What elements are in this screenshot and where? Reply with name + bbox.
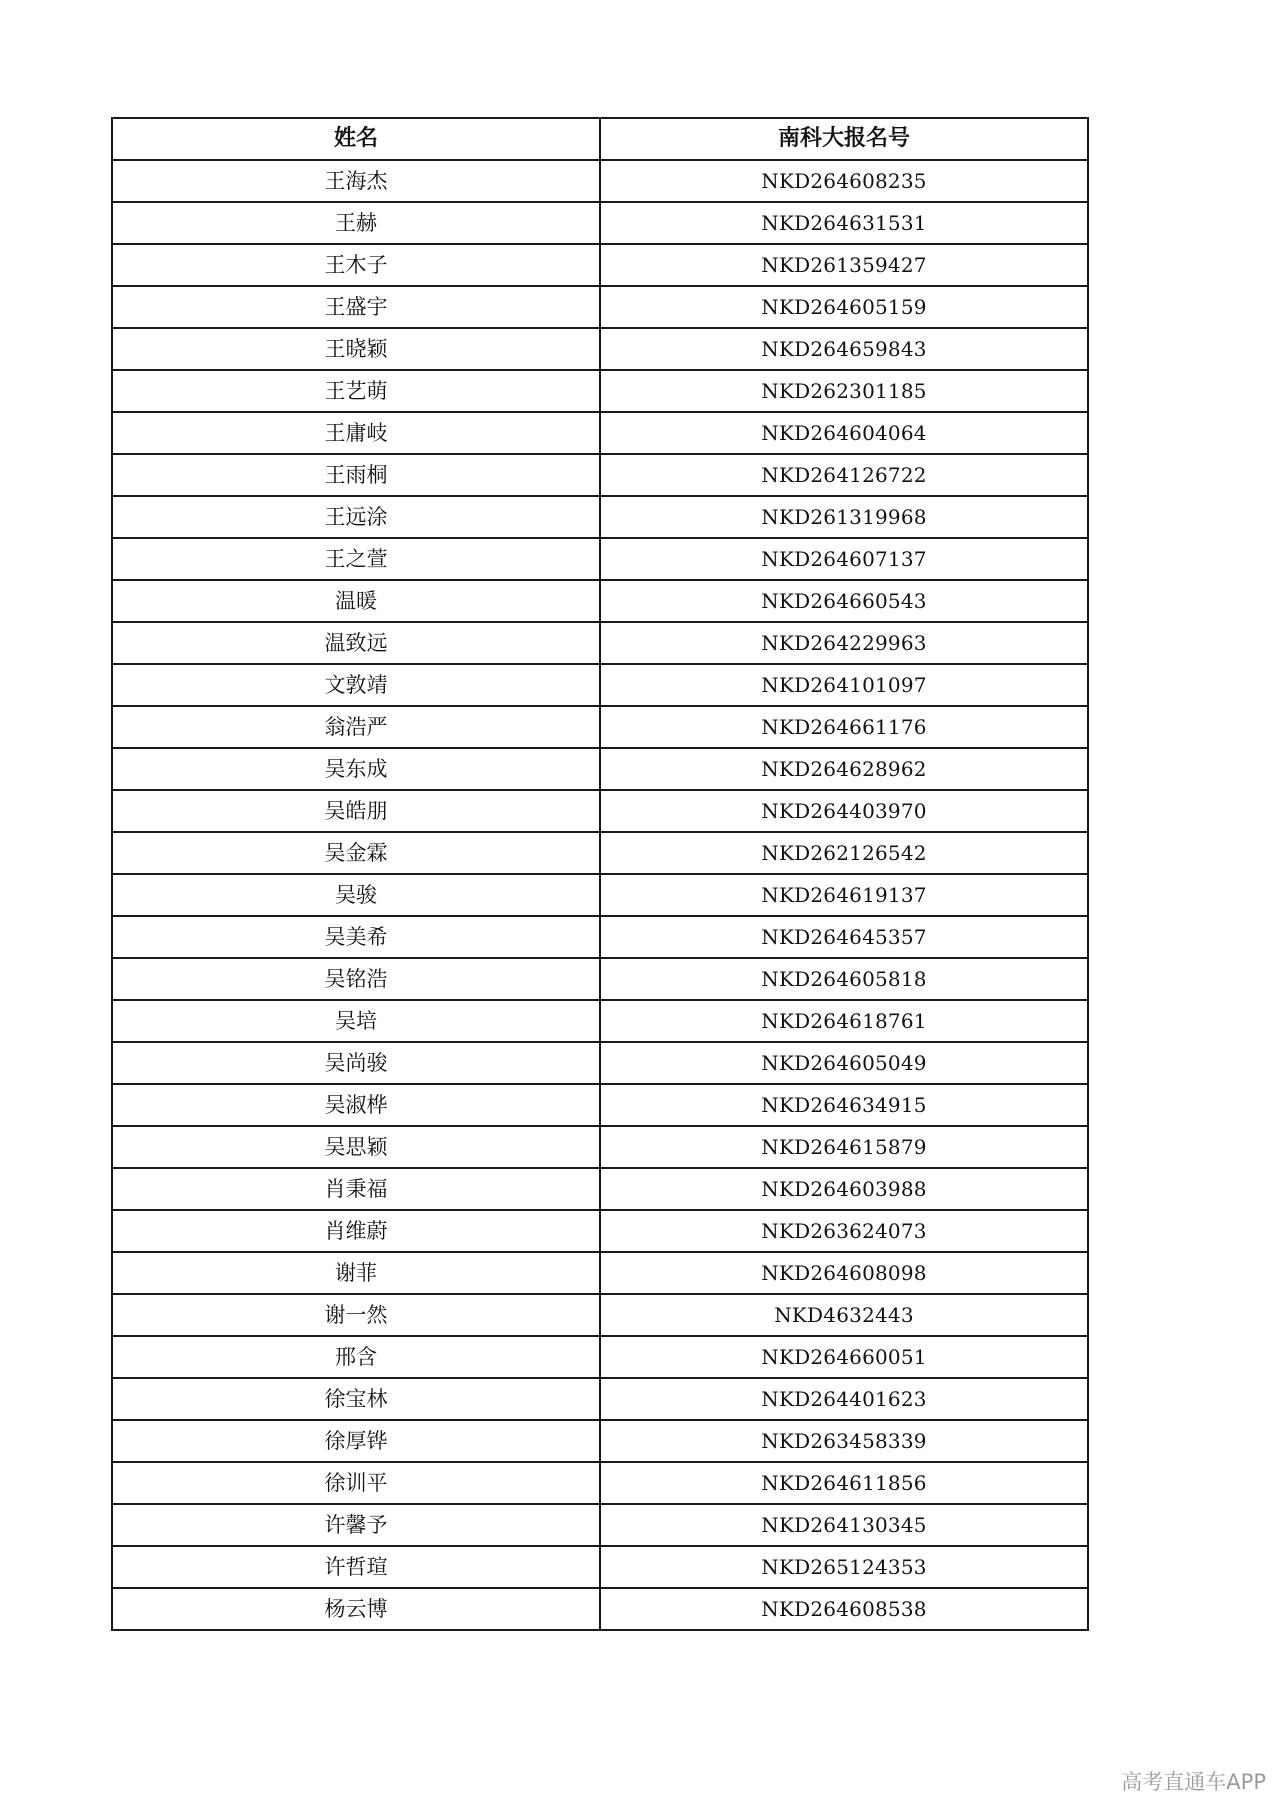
- name-cell: 王远涂: [112, 496, 600, 538]
- table-row: [112, 874, 1088, 916]
- name-cell: 吴培: [112, 1000, 600, 1042]
- name-cell: 文敦靖: [112, 664, 600, 706]
- name-cell: 吴尚骏: [112, 1042, 600, 1084]
- table-row: [112, 1504, 1088, 1546]
- table-row: [112, 1126, 1088, 1168]
- table-row: [112, 370, 1088, 412]
- table-row: [112, 454, 1088, 496]
- name-cell: 王之萱: [112, 538, 600, 580]
- table-row: [112, 328, 1088, 370]
- name-cell: 吴东成: [112, 748, 600, 790]
- table-row: [112, 664, 1088, 706]
- registration-number-cell: NKD264605159: [600, 286, 1088, 328]
- registration-number-cell: NKD262126542: [600, 832, 1088, 874]
- name-cell: 谢一然: [112, 1294, 600, 1336]
- name-cell: 温致远: [112, 622, 600, 664]
- registration-number-cell: NKD261319968: [600, 496, 1088, 538]
- table-row: [112, 622, 1088, 664]
- name-cell: 肖维蔚: [112, 1210, 600, 1252]
- registration-number-cell: NKD264659843: [600, 328, 1088, 370]
- registration-number-cell: NKD264604064: [600, 412, 1088, 454]
- name-cell: 吴金霖: [112, 832, 600, 874]
- name-cell: 许哲瑄: [112, 1546, 600, 1588]
- watermark-text: 高考直通车APP: [1121, 1770, 1266, 1794]
- registration-number-cell: NKD264229963: [600, 622, 1088, 664]
- table-row: [112, 958, 1088, 1000]
- registration-number-cell: NKD263458339: [600, 1420, 1088, 1462]
- registration-number-cell: NKD264615879: [600, 1126, 1088, 1168]
- registration-number-cell: NKD264607137: [600, 538, 1088, 580]
- registration-number-cell: NKD4632443: [600, 1294, 1088, 1336]
- name-cell: 邢含: [112, 1336, 600, 1378]
- name-cell: 王庸岐: [112, 412, 600, 454]
- table-row: [112, 1462, 1088, 1504]
- table-row: [112, 1000, 1088, 1042]
- name-cell: 吴美希: [112, 916, 600, 958]
- table-row: [112, 748, 1088, 790]
- name-cell: 王赫: [112, 202, 600, 244]
- name-cell: 王海杰: [112, 160, 600, 202]
- table-row: [112, 1084, 1088, 1126]
- table-row: [112, 1294, 1088, 1336]
- name-cell: 肖秉福: [112, 1168, 600, 1210]
- registration-number-cell: NKD264126722: [600, 454, 1088, 496]
- table-row: [112, 538, 1088, 580]
- registration-number-cell: NKD264608235: [600, 160, 1088, 202]
- table-row: [112, 202, 1088, 244]
- table-row: [112, 1336, 1088, 1378]
- table-row: [112, 1420, 1088, 1462]
- registration-number-cell: NKD264645357: [600, 916, 1088, 958]
- registration-number-cell: NKD263624073: [600, 1210, 1088, 1252]
- header-name: 姓名: [112, 118, 600, 160]
- registration-number-cell: NKD265124353: [600, 1546, 1088, 1588]
- name-cell: 王木子: [112, 244, 600, 286]
- registration-number-cell: NKD264661176: [600, 706, 1088, 748]
- registration-number-cell: NKD264605818: [600, 958, 1088, 1000]
- name-cell: 徐宝林: [112, 1378, 600, 1420]
- table-row: [112, 706, 1088, 748]
- registration-number-cell: NKD264619137: [600, 874, 1088, 916]
- table-row: [112, 1042, 1088, 1084]
- roster-table: [111, 117, 1089, 1631]
- name-cell: 徐训平: [112, 1462, 600, 1504]
- registration-number-cell: NKD264101097: [600, 664, 1088, 706]
- registration-number-cell: NKD262301185: [600, 370, 1088, 412]
- registration-number-cell: NKD264130345: [600, 1504, 1088, 1546]
- table-row: [112, 790, 1088, 832]
- table-row: [112, 1588, 1088, 1630]
- name-cell: 王晓颖: [112, 328, 600, 370]
- name-cell: 许馨予: [112, 1504, 600, 1546]
- registration-number-cell: NKD264401623: [600, 1378, 1088, 1420]
- registration-number-cell: NKD264403970: [600, 790, 1088, 832]
- roster-body: [112, 160, 1088, 1630]
- name-cell: 吴铭浩: [112, 958, 600, 1000]
- table-row: [112, 286, 1088, 328]
- name-cell: 翁浩严: [112, 706, 600, 748]
- registration-number-cell: NKD264634915: [600, 1084, 1088, 1126]
- table-row: [112, 1252, 1088, 1294]
- name-cell: 杨云博: [112, 1588, 600, 1630]
- table-row: [112, 1378, 1088, 1420]
- name-cell: 吴皓朋: [112, 790, 600, 832]
- header-row: [112, 118, 1088, 160]
- table-row: [112, 496, 1088, 538]
- table-row: [112, 160, 1088, 202]
- table-row: [112, 916, 1088, 958]
- name-cell: 王雨桐: [112, 454, 600, 496]
- table-row: [112, 1168, 1088, 1210]
- name-cell: 吴思颖: [112, 1126, 600, 1168]
- registration-number-cell: NKD264608538: [600, 1588, 1088, 1630]
- registration-number-cell: NKD264608098: [600, 1252, 1088, 1294]
- name-cell: 吴骏: [112, 874, 600, 916]
- name-cell: 吴淑桦: [112, 1084, 600, 1126]
- registration-number-cell: NKD264611856: [600, 1462, 1088, 1504]
- registration-number-cell: NKD264628962: [600, 748, 1088, 790]
- registration-number-cell: NKD264603988: [600, 1168, 1088, 1210]
- table-row: [112, 580, 1088, 622]
- table-row: [112, 832, 1088, 874]
- name-cell: 温暖: [112, 580, 600, 622]
- registration-number-cell: NKD264660051: [600, 1336, 1088, 1378]
- registration-number-cell: NKD264631531: [600, 202, 1088, 244]
- name-cell: 谢菲: [112, 1252, 600, 1294]
- table-row: [112, 1546, 1088, 1588]
- name-cell: 王艺萌: [112, 370, 600, 412]
- table-row: [112, 244, 1088, 286]
- registration-number-cell: NKD261359427: [600, 244, 1088, 286]
- registration-number-cell: NKD264618761: [600, 1000, 1088, 1042]
- registration-number-cell: NKD264660543: [600, 580, 1088, 622]
- table-row: [112, 412, 1088, 454]
- table-row: [112, 1210, 1088, 1252]
- name-cell: 徐厚铧: [112, 1420, 600, 1462]
- header-registration-number: 南科大报名号: [600, 118, 1088, 160]
- name-cell: 王盛宇: [112, 286, 600, 328]
- registration-number-cell: NKD264605049: [600, 1042, 1088, 1084]
